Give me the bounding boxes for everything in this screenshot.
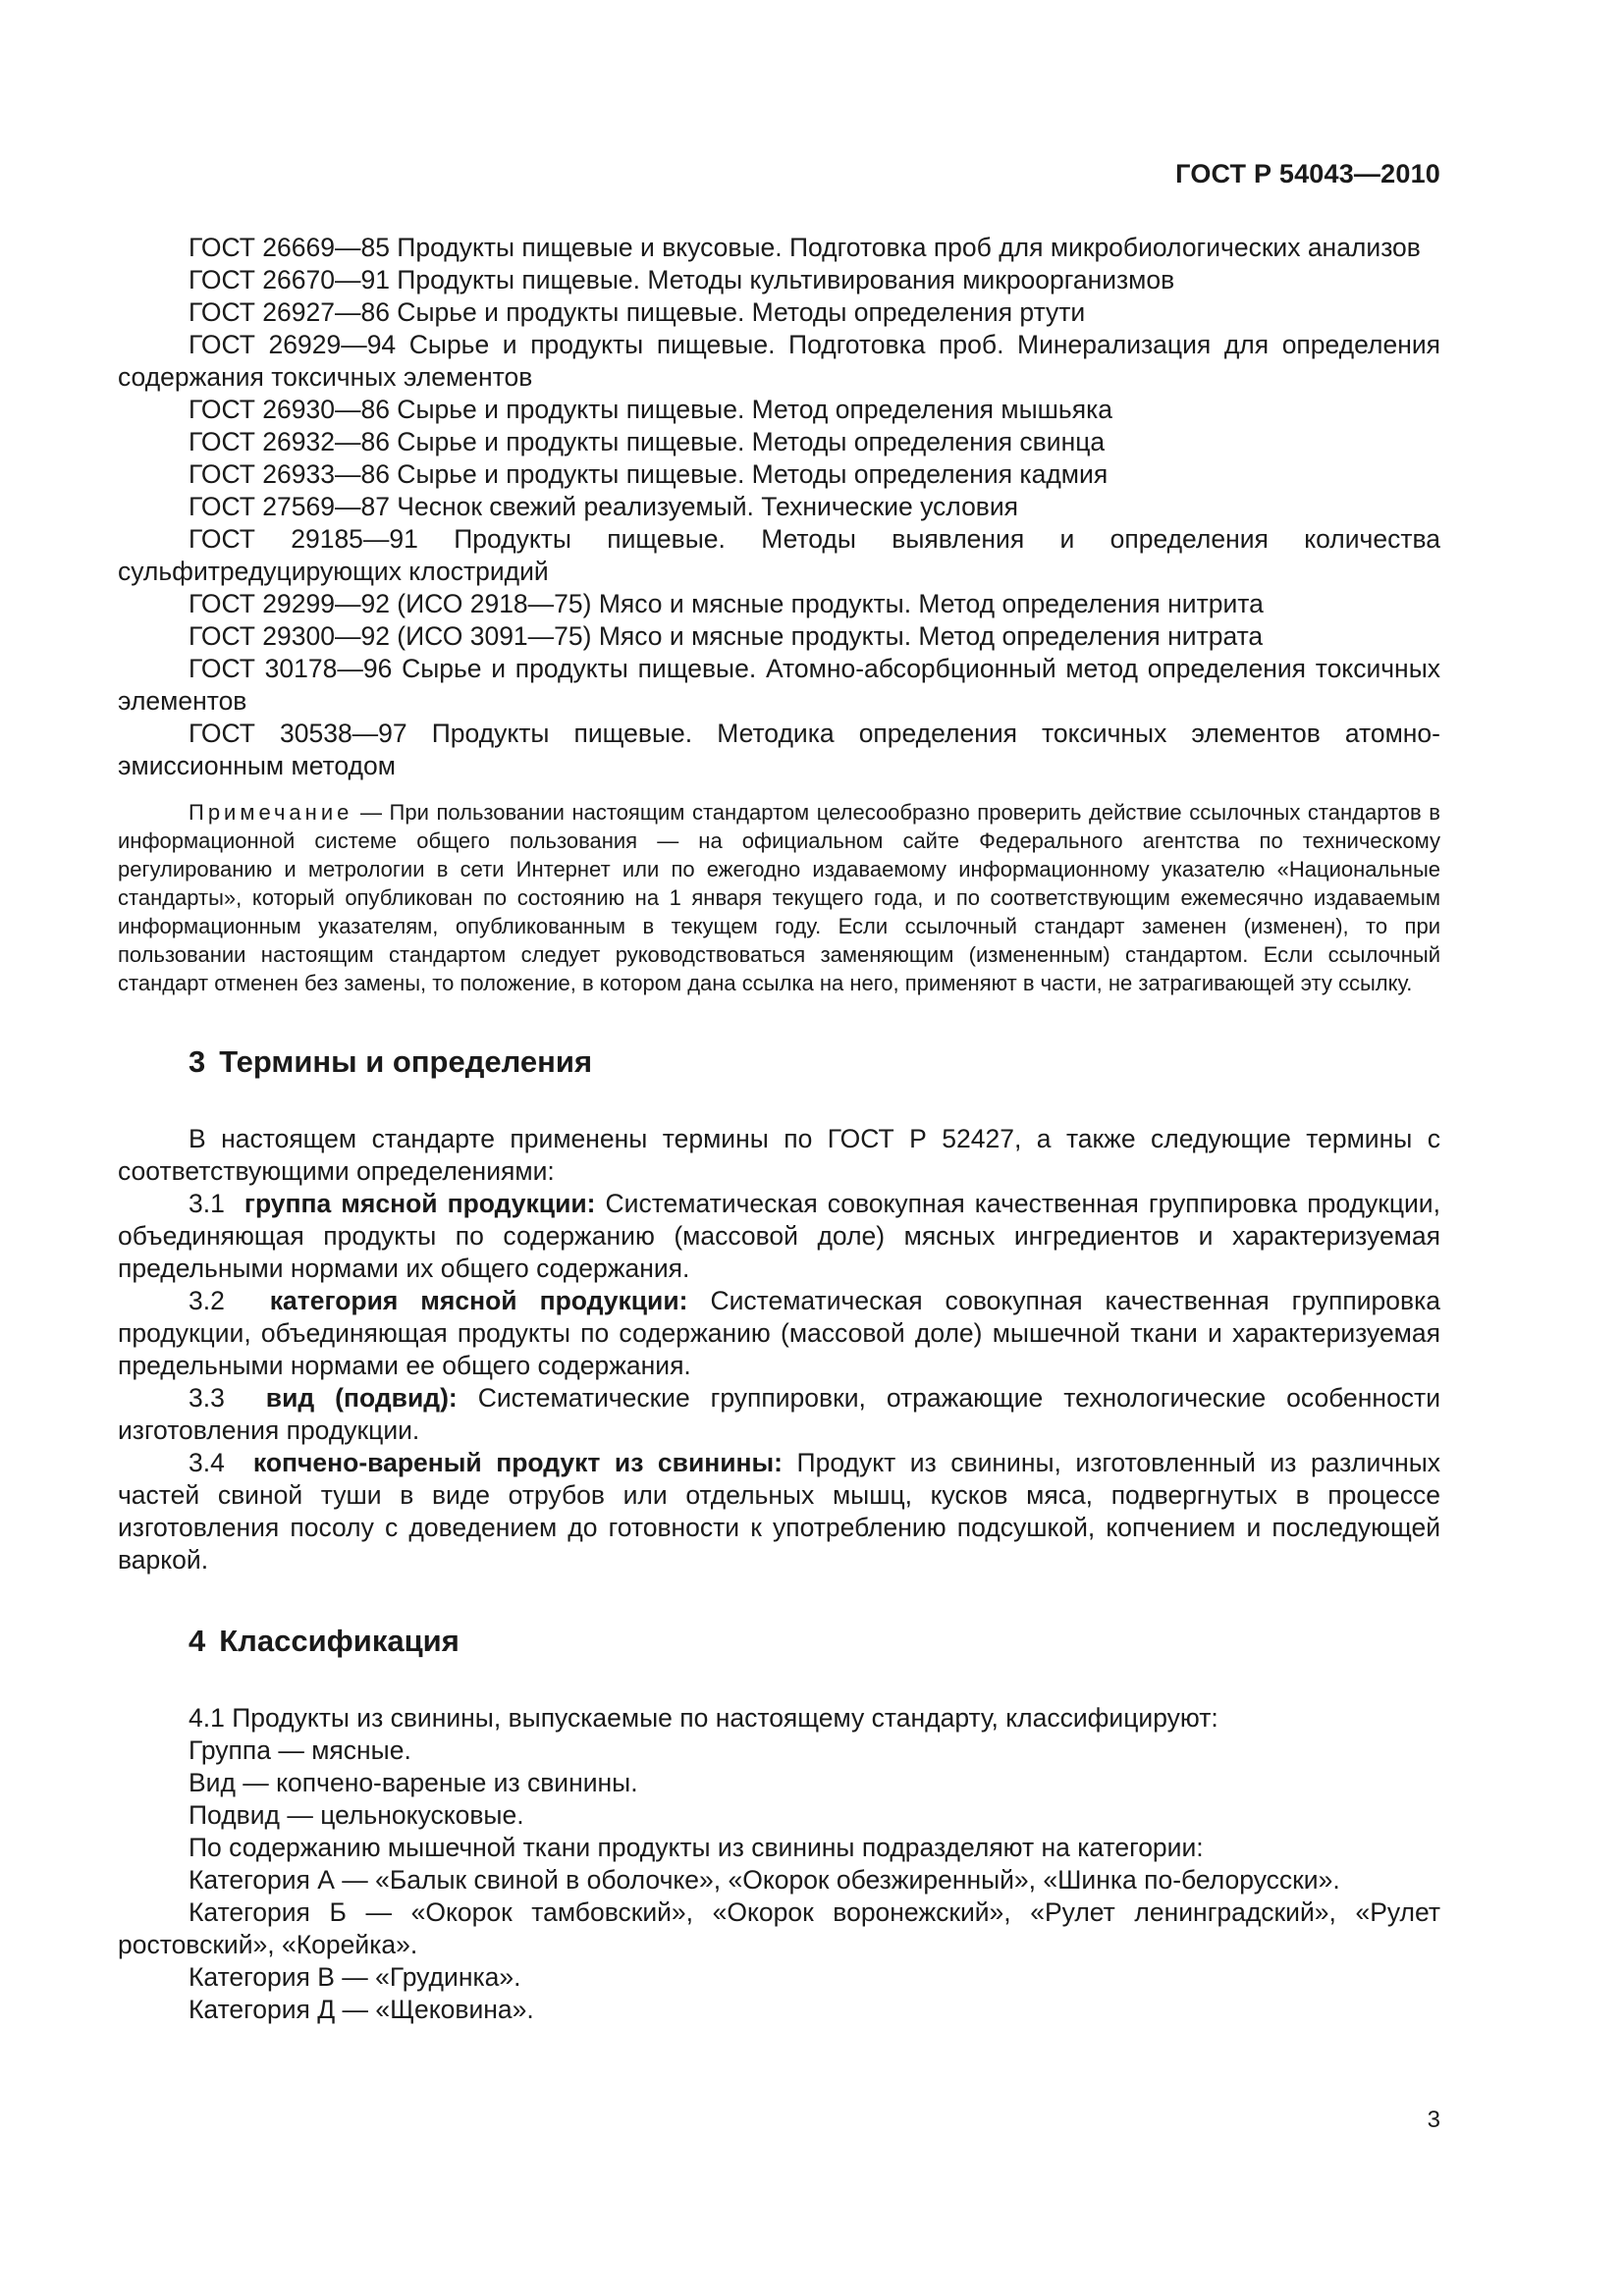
classification-line: Категория Д — «Щековина». <box>189 1995 534 2024</box>
definition-text: Продукт из свинины, изготовленный из различных частей свиной туши в виде отрубов или отдельных мышц, кусков мяса, подвергнутых в процессе изготовления посолу с доведением до готовности к употреблению подсушкой, копчением и последующей варкой. <box>118 1448 1440 1575</box>
reference-item: ГОСТ 29185—91 Продукты пищевые. Методы выявления и определения количества сульфитредуцирующих клостридий <box>118 524 1440 586</box>
definition-item <box>118 1382 1440 1447</box>
classification-line: Группа — мясные. <box>189 1735 411 1765</box>
reference-item: ГОСТ 26933—86 Сырье и продукты пищевые. Методы определения кадмия <box>189 459 1109 489</box>
classification-line: Вид — копчено-вареные из свинины. <box>189 1768 638 1797</box>
reference-item: ГОСТ 29299—92 (ИСО 2918—75) Мясо и мясные продукты. Метод определения нитрита <box>189 589 1264 618</box>
section-3-title: Термины и определения <box>219 1044 593 1079</box>
section-3-heading <box>189 1042 1440 1082</box>
definition-number: 3.2 <box>189 1286 225 1315</box>
definition-term: категория мясной продукции: <box>269 1286 688 1315</box>
definition-term: копчено-вареный продукт из свинины: <box>252 1448 783 1477</box>
reference-item: ГОСТ 26927—86 Сырье и продукты пищевые. Методы определения ртути <box>189 297 1086 327</box>
section-3-number: 3 <box>189 1044 206 1079</box>
definition-number: 3.1 <box>189 1189 225 1218</box>
definition-item <box>118 1188 1440 1285</box>
note-paragraph <box>118 798 1440 997</box>
note-label: Примечание <box>189 800 353 825</box>
definition-text: Систематическая совокупная качественная группировка продукции, объединяющая продукты по содержанию (массовой доле) мышечной ткани и характеризуемая предельными нормами ее общего содержания. <box>118 1286 1440 1380</box>
classification-line: Подвид — цельнокусковые. <box>189 1800 524 1830</box>
section-4-body <box>118 1702 1440 2026</box>
standard-header: ГОСТ Р 54043—2010 <box>1175 159 1440 188</box>
section-4-heading <box>189 1622 1440 1661</box>
definition-item <box>118 1285 1440 1382</box>
section-4-number: 4 <box>189 1624 206 1658</box>
reference-item: ГОСТ 30178—96 Сырье и продукты пищевые. Атомно-абсорбционный метод определения токсичных элементов <box>118 654 1440 716</box>
reference-item: ГОСТ 29300—92 (ИСО 3091—75) Мясо и мясные продукты. Метод определения нитрата <box>189 621 1264 651</box>
classification-line: По содержанию мышечной ткани продукты из свинины подразделяют на категории: <box>189 1833 1204 1862</box>
reference-item: ГОСТ 26930—86 Сырье и продукты пищевые. Метод определения мышьяка <box>189 395 1112 424</box>
classification-line: Категория В — «Грудинка». <box>189 1962 521 1992</box>
definition-number: 3.3 <box>189 1383 225 1413</box>
definition-item <box>118 1447 1440 1576</box>
reference-item: ГОСТ 26929—94 Сырье и продукты пищевые. Подготовка проб. Минерализация для определения содержания токсичных элементов <box>118 330 1440 392</box>
references-list <box>118 232 1440 782</box>
definition-number: 3.4 <box>189 1448 225 1477</box>
section-4-title: Классификация <box>219 1624 460 1658</box>
definition-term: группа мясной продукции: <box>243 1189 596 1218</box>
definition-text: Систематическая совокупная качественная группировка продукции, объединяющая продукты по содержанию (массовой доле) мясных ингредиентов и характеризуемая предельными нормами их общего содержания. <box>118 1189 1440 1283</box>
definition-text: Систематические группировки, отражающие технологические особенности изготовления продукции. <box>118 1383 1440 1445</box>
reference-item: ГОСТ 27569—87 Чеснок свежий реализуемый. Технические условия <box>189 492 1019 521</box>
reference-item: ГОСТ 30538—97 Продукты пищевые. Методика определения токсичных элементов атомно-эмиссионным методом <box>118 719 1440 780</box>
page-number: 3 <box>1427 2107 1440 2133</box>
classification-line: 4.1 Продукты из свинины, выпускаемые по настоящему стандарту, классифицируют: <box>189 1703 1218 1733</box>
definition-term: вид (подвид): <box>265 1383 458 1413</box>
reference-item: ГОСТ 26669—85 Продукты пищевые и вкусовые. Подготовка проб для микробиологических анализов <box>189 233 1421 262</box>
section-3-intro: В настоящем стандарте применены термины по ГОСТ Р 52427, а также следующие термины с соответствующими определениями: <box>118 1124 1440 1186</box>
reference-item: ГОСТ 26670—91 Продукты пищевые. Методы культивирования микроорганизмов <box>189 265 1175 294</box>
section-3-body <box>118 1123 1440 1576</box>
classification-line: Категория Б — «Окорок тамбовский», «Окорок воронежский», «Рулет ленинградский», «Рулет ростовский», «Корейка». <box>118 1897 1440 1959</box>
classification-line: Категория А — «Балык свиной в оболочке», «Окорок обезжиренный», «Шинка по-белорусски». <box>189 1865 1340 1895</box>
note-text: — При пользовании настоящим стандартом целесообразно проверить действие ссылочных стандартов в информационной системе общего пользования — на официальном сайте Федерального агентства по техническому регулированию и метрологии в сети Интернет или по ежегодно издаваемому информационному указателю «Национальные стандарты», который опубликован по состоянию на 1 января текущего года, и по соответствующим ежемесячно издаваемым информационным указателям, опубликованным в текущем году. Если ссылочный стандарт заменен (изменен), то при пользовании настоящим стандартом следует руководствоваться заменяющим (измененным) стандартом. Если ссылочный стандарт отменен без замены, то положение, в котором дана ссылка на него, применяют в части, не затрагивающей эту ссылку. <box>118 800 1440 995</box>
reference-item: ГОСТ 26932—86 Сырье и продукты пищевые. Методы определения свинца <box>189 427 1106 456</box>
